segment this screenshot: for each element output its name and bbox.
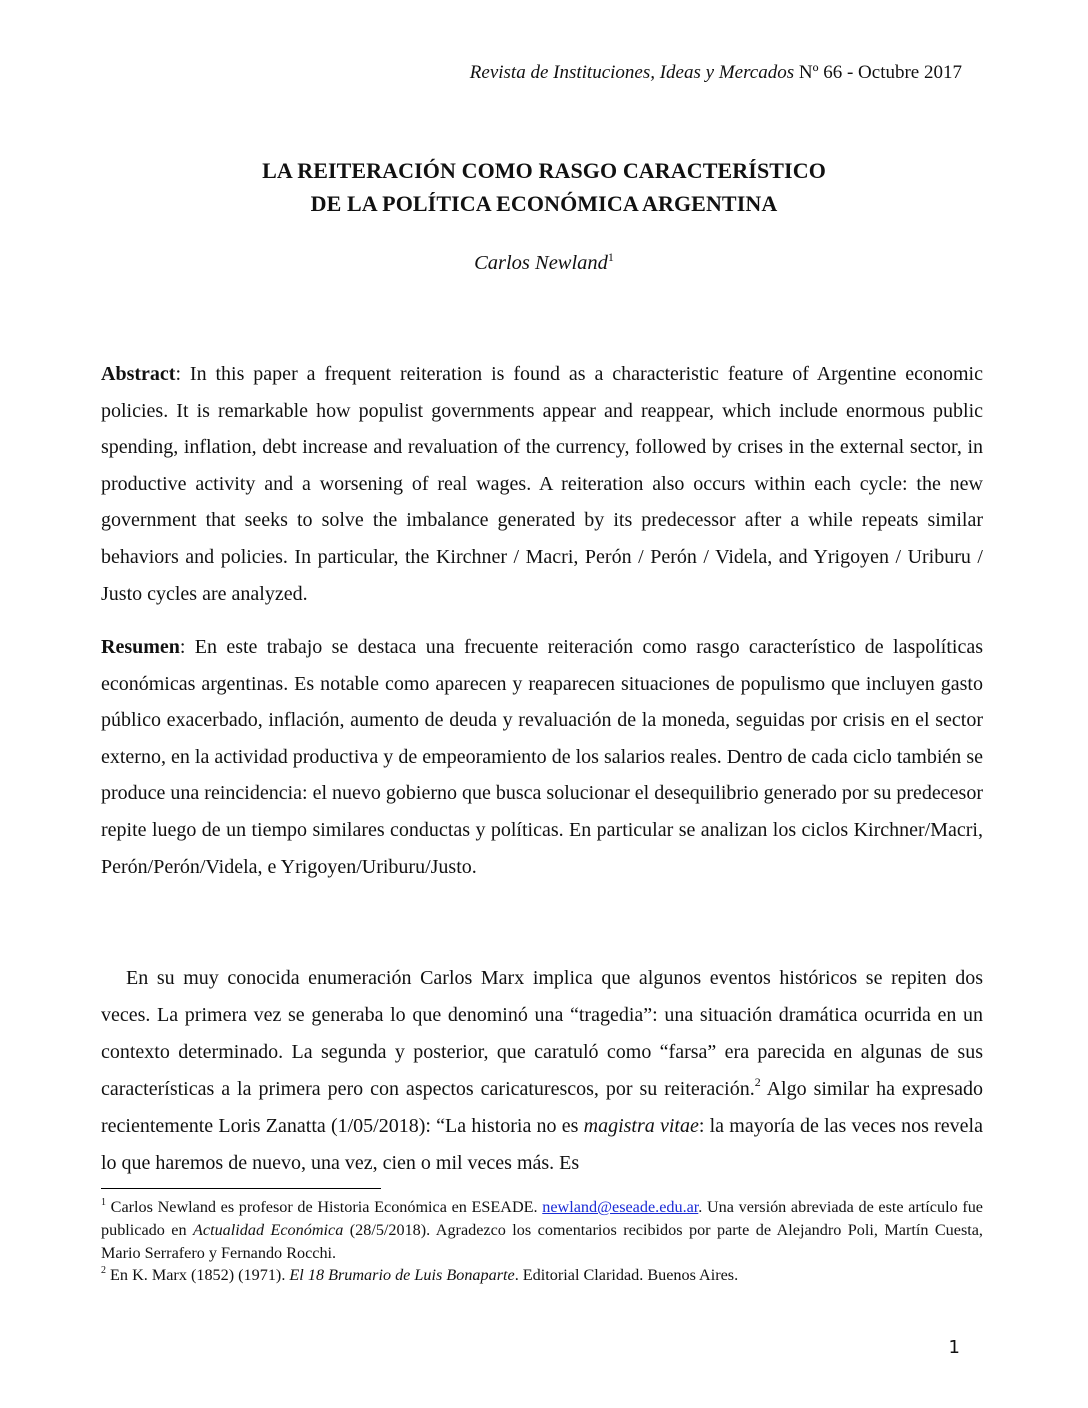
body-text-2: Algo similar ha expresado recientemente Loris Zanatta (1/05/2018): “La historia no es	[101, 1077, 983, 1137]
body-text-1: En su muy conocida enumeración Carlos Marx implica que algunos eventos históricos se repiten dos veces. La primera vez se generaba lo que denominó una “tragedia”: una situación dramática ocurrida en un contexto determinado. La segunda y posterior, que caratuló como “farsa” era parecida en algunas de sus características a la primera pero con aspectos caricaturescos, por su reiteración.	[101, 967, 983, 1100]
abstract-paragraph	[101, 356, 983, 612]
footnote-1-italic: Actualidad Económica	[193, 1220, 344, 1239]
body-footnote-ref[interactable]: 2	[754, 1074, 761, 1089]
author-email-link[interactable]: newland@eseade.edu.ar	[542, 1198, 699, 1216]
footnote-1-text-a: Carlos Newland es profesor de Historia Económica en ESEADE.	[106, 1198, 543, 1216]
footnote-separator	[101, 1188, 381, 1189]
paper-title	[0, 154, 1088, 220]
footnote-2-number: 2	[101, 1265, 106, 1277]
journal-issue: Nº 66 - Octubre 2017	[794, 62, 962, 83]
footnote-1-text-b: . Una versión abreviada de este artículo fue publicado en	[101, 1198, 983, 1239]
abstract-text: : In this paper a frequent reiteration is found as a characteristic feature of Argentine economic policies. It is remarkable how populist governments appear and reappear, which include enormous public spending, inflation, debt increase and revaluation of the currency, followed by crises in the external sector, in productive activity and a worsening of real wages. A reiteration also occurs within each cycle: the new government that seeks to solve the imbalance generated by its predecessor after a while repeats similar behaviors and policies. In particular, the Kirchner / Macri, Perón / Perón / Videla, and Yrigoyen / Uriburu / Justo cycles are analyzed.	[101, 363, 983, 605]
body-text-3: : la mayoría de las veces nos revela lo que haremos de nuevo, una vez, cien o mil veces más. Es	[101, 1114, 983, 1174]
footnote-2-text-b: . Editorial Claridad. Buenos Aires.	[514, 1266, 739, 1285]
journal-name: Revista de Instituciones, Ideas y Mercados	[469, 62, 795, 83]
footnote-1	[101, 1196, 983, 1264]
author-name: Carlos Newland	[474, 252, 608, 274]
title-line-2: DE LA POLÍTICA ECONÓMICA ARGENTINA	[310, 191, 778, 216]
body-italic: magistra vitae	[583, 1114, 699, 1137]
abstract-label: Abstract	[101, 363, 176, 385]
footnote-1-number: 1	[101, 1197, 106, 1208]
author-line	[0, 250, 1088, 275]
footnote-2-italic: El 18 Brumario de Luis Bonaparte	[289, 1266, 515, 1285]
title-line-1: LA REITERACIÓN COMO RASGO CARACTERÍSTICO	[262, 158, 826, 183]
journal-header	[470, 62, 962, 84]
resumen-label: Resumen	[101, 636, 180, 658]
page-number: 1	[948, 1337, 960, 1358]
footnote-2-text-a: En K. Marx (1852) (1971).	[106, 1266, 290, 1285]
footnote-2	[101, 1264, 983, 1287]
resumen-paragraph	[101, 629, 983, 885]
author-footnote-ref[interactable]: 1	[607, 250, 614, 264]
body-paragraph	[101, 960, 983, 1181]
footnotes	[101, 1196, 983, 1287]
resumen-text: : En este trabajo se destaca una frecuente reiteración como rasgo característico de laspolíticas económicas argentinas. Es notable como aparecen y reaparecen situaciones de populismo que incluyen gasto público exacerbado, inflación, aumento de deuda y revaluación de la moneda, seguidas por crisis en el sector externo, en la actividad productiva y de empeoramiento de los salarios reales. Dentro de cada ciclo también se produce una reincidencia: el nuevo gobierno que busca solucionar el desequilibrio generado por su predecesor repite luego de un tiempo similares conductas y políticas. En particular se analizan los ciclos Kirchner/Macri, Perón/Perón/Videla, e Yrigoyen/Uriburu/Justo.	[101, 636, 983, 878]
footnote-1-text-c: (28/5/2018). Agradezco los comentarios recibidos por parte de Alejandro Poli, Martín Cuesta, Mario Serrafero y Fernando Rocchi.	[101, 1220, 983, 1262]
